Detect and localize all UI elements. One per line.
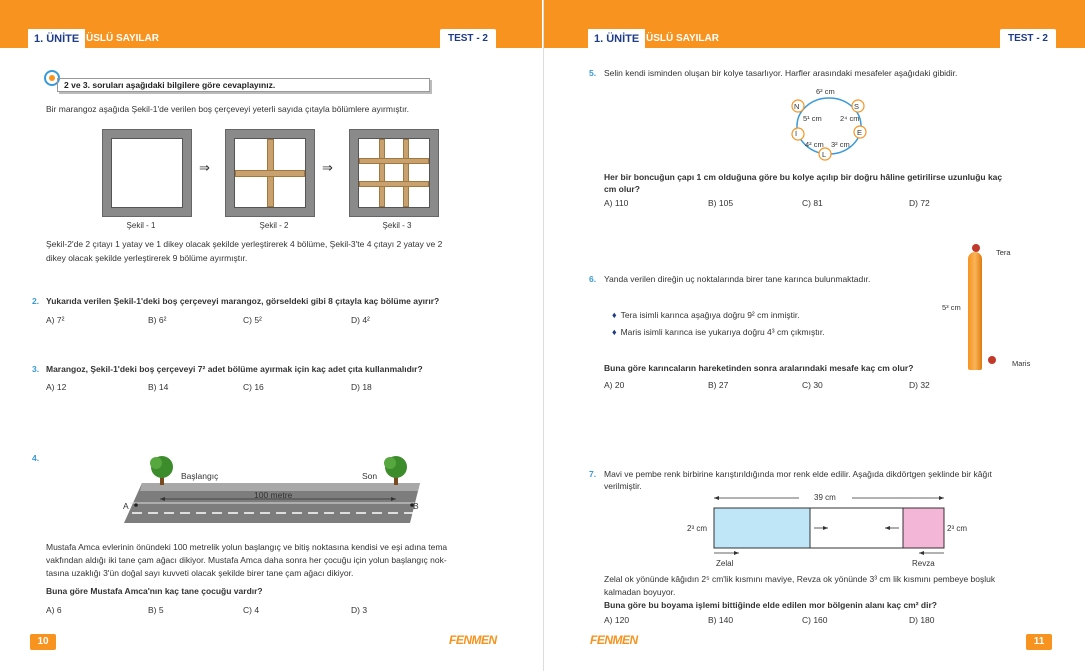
question-5-text: Selin kendi isminden oluşan bir kolye tasarlıyor. Harfler arasındaki mesafeler aşağıdaki gibidir.	[604, 68, 958, 78]
necklace-diagram	[784, 86, 874, 166]
explain-line-2: dikey olacak şekilde yerleştirerek 9 bölüme ayırmıştır.	[46, 253, 248, 263]
arrow-icon: ⇒	[199, 160, 210, 175]
topic-label: ÜSLÜ SAYILAR	[86, 33, 159, 44]
question-2-text: Yukarıda verilen Şekil-1'deki boş çerçeveyi marangoz, görseldeki gibi 8 çıtayla kaç bölüme ayırır?	[46, 296, 440, 306]
option-b[interactable]: B) 5	[148, 605, 164, 615]
option-d[interactable]: D) 4²	[351, 315, 370, 325]
question-number: 6.	[589, 274, 597, 284]
question-4-line-1: Mustafa Amca evlerinin önündeki 100 metrelik yolun başlangıç ve bitiş noktasına kendisi ve eşi adına tema	[46, 542, 448, 552]
question-4-line-2: vakfından aldığı iki tane çam ağacı dikiyor. Mustafa Amca daha sonra her çocuğu için yolun başlangıç nok-	[46, 555, 447, 565]
question-4-text: Buna göre Mustafa Amca'nın kaç tane çocuğu vardır?	[46, 586, 263, 596]
test-label: TEST - 2	[1000, 29, 1056, 49]
zelal-label: Zelal	[716, 559, 734, 568]
start-label: Başlangıç	[181, 471, 219, 481]
caption-figure-1: Şekil - 1	[126, 221, 156, 230]
bead-letter: L	[822, 150, 827, 159]
height-right-label: 2³ cm	[947, 524, 967, 533]
question-7-desc-2: kalmadan boyuyor.	[604, 587, 676, 597]
height-left-label: 2³ cm	[687, 524, 707, 533]
width-label: 39 cm	[814, 493, 836, 502]
bead-letter: S	[854, 102, 860, 111]
caption-figure-3: Şekil - 3	[382, 221, 412, 230]
question-number: 3.	[32, 364, 40, 374]
explain-line-1: Şekil-2'de 2 çıtayı 1 yatay ve 1 dikey olacak şekilde yerleştirerek 4 bölüme, Şekil-3'te 4 çıtayı 2 yatay ve 2	[46, 239, 443, 249]
publisher-logo: FENMEN	[590, 633, 638, 647]
figure-1	[102, 129, 192, 217]
pole	[968, 252, 982, 370]
distance-se: 2⁴ cm	[840, 114, 860, 123]
option-a[interactable]: A) 120	[604, 615, 630, 625]
tree-icon	[150, 456, 173, 485]
question-5-line-2: cm olur?	[604, 184, 640, 194]
unit-label: 1. ÜNİTE	[588, 29, 645, 49]
figure-2	[225, 129, 315, 217]
figure-3	[349, 129, 439, 217]
ant-top-label: Tera	[996, 248, 1011, 257]
ant-icon	[988, 356, 996, 364]
arrow-icon: ⇒	[322, 160, 333, 175]
ant-icon	[972, 244, 980, 252]
bullet-item: ♦ Tera isimli karınca aşağıya doğru 9² cm inmiştir.	[612, 310, 800, 320]
revza-label: Revza	[912, 559, 935, 568]
option-a[interactable]: A) 12	[46, 382, 67, 392]
question-number: 5.	[589, 68, 597, 78]
distance-le: 3² cm	[831, 140, 850, 149]
distance-il: 4² cm	[805, 140, 824, 149]
question-7-line-2: verilmiştir.	[604, 481, 642, 491]
question-6-question: Buna göre karıncaların hareketinden sonra aralarındaki mesafe kaç cm olur?	[604, 363, 914, 373]
option-d[interactable]: D) 18	[351, 382, 372, 392]
caption-figure-2: Şekil - 2	[259, 221, 289, 230]
bead-letter: N	[794, 102, 800, 111]
distance-ns: 6² cm	[816, 87, 835, 96]
publisher-logo: FENMEN	[449, 633, 497, 647]
option-c[interactable]: C) 16	[243, 382, 264, 392]
question-number: 7.	[589, 469, 597, 479]
unit-label: 1. ÜNİTE	[28, 29, 85, 49]
ant-bottom-label: Maris	[1012, 359, 1031, 368]
pole-height-label: 5³ cm	[942, 303, 961, 312]
option-c[interactable]: C) 81	[802, 198, 823, 208]
option-b[interactable]: B) 105	[708, 198, 734, 208]
intro-text: Bir marangoz aşağıda Şekil-1'de verilen boş çerçeveyi yeterli sayıda çıtayla bölümlere ayırmıştır.	[46, 104, 410, 114]
question-7-question: Buna göre bu boyama işlemi bittiğinde elde edilen mor bölgenin alanı kaç cm² dir?	[604, 600, 937, 610]
tree-icon	[384, 456, 407, 485]
option-a[interactable]: A) 6	[46, 605, 62, 615]
option-b[interactable]: B) 140	[708, 615, 734, 625]
info-box: 2 ve 3. soruları aşağıdaki bilgilere göre cevaplayınız.	[57, 78, 430, 92]
question-5-line-1: Her bir boncuğun çapı 1 cm olduğuna göre bu kolye açılıp bir doğru hâline getirilirse uzunluğu kaç	[604, 172, 1003, 182]
option-b[interactable]: B) 6²	[148, 315, 167, 325]
option-d[interactable]: D) 32	[909, 380, 930, 390]
left-page	[0, 0, 542, 671]
point-a-label: A	[123, 501, 129, 511]
option-d[interactable]: D) 180	[909, 615, 935, 625]
bullet-item: ♦ Maris isimli karınca ise yukarıya doğru 4³ cm çıkmıştır.	[612, 327, 825, 337]
test-label: TEST - 2	[440, 29, 496, 49]
option-d[interactable]: D) 3	[351, 605, 368, 615]
question-4-line-3: tasına uzaklığı 3'ün doğal sayı kuvveti olacak şekilde birer tane çam ağacı dikiyor.	[46, 568, 354, 578]
right-page	[543, 0, 1085, 671]
question-7-line-1: Mavi ve pembe renk birbirine karıştırıldığında mor renk elde edilir. Aşağıda dikdörtgen şeklinde bir kâğıt	[604, 469, 992, 479]
option-b[interactable]: B) 14	[148, 382, 169, 392]
bead-letter: E	[857, 128, 863, 137]
option-d[interactable]: D) 72	[909, 198, 930, 208]
distance-ni: 5¹ cm	[803, 114, 822, 123]
option-b[interactable]: B) 27	[708, 380, 729, 390]
header-tabs	[588, 29, 1056, 49]
point-b-label: B	[413, 501, 419, 511]
option-c[interactable]: C) 4	[243, 605, 260, 615]
option-a[interactable]: A) 110	[604, 198, 629, 208]
question-6-text: Yanda verilen direğin uç noktalarında birer tane karınca bulunmaktadır.	[604, 274, 871, 284]
page-number: 10	[30, 634, 56, 650]
question-number: 2.	[32, 296, 40, 306]
question-7-desc-1: Zelal ok yönünde kâğıdın 2⁵ cm'lik kısmını maviye, Revza ok yönünde 3³ cm lik kısmını pembeye boşluk	[604, 574, 996, 584]
option-c[interactable]: C) 5²	[243, 315, 262, 325]
bead-letter: İ	[795, 129, 798, 138]
option-c[interactable]: C) 160	[802, 615, 828, 625]
end-label: Son	[362, 471, 378, 481]
distance-label: 100 metre	[254, 490, 293, 500]
topic-label: ÜSLÜ SAYILAR	[646, 33, 719, 44]
header-tabs	[28, 29, 496, 49]
option-a[interactable]: A) 7²	[46, 315, 65, 325]
question-3-text: Marangoz, Şekil-1'deki boş çerçeveyi 7² adet bölüme ayırmak için kaç adet çıta kullanmalıdır?	[46, 364, 423, 374]
question-number: 4.	[32, 453, 40, 463]
option-a[interactable]: A) 20	[604, 380, 625, 390]
option-c[interactable]: C) 30	[802, 380, 823, 390]
page-number: 11	[1026, 634, 1052, 650]
